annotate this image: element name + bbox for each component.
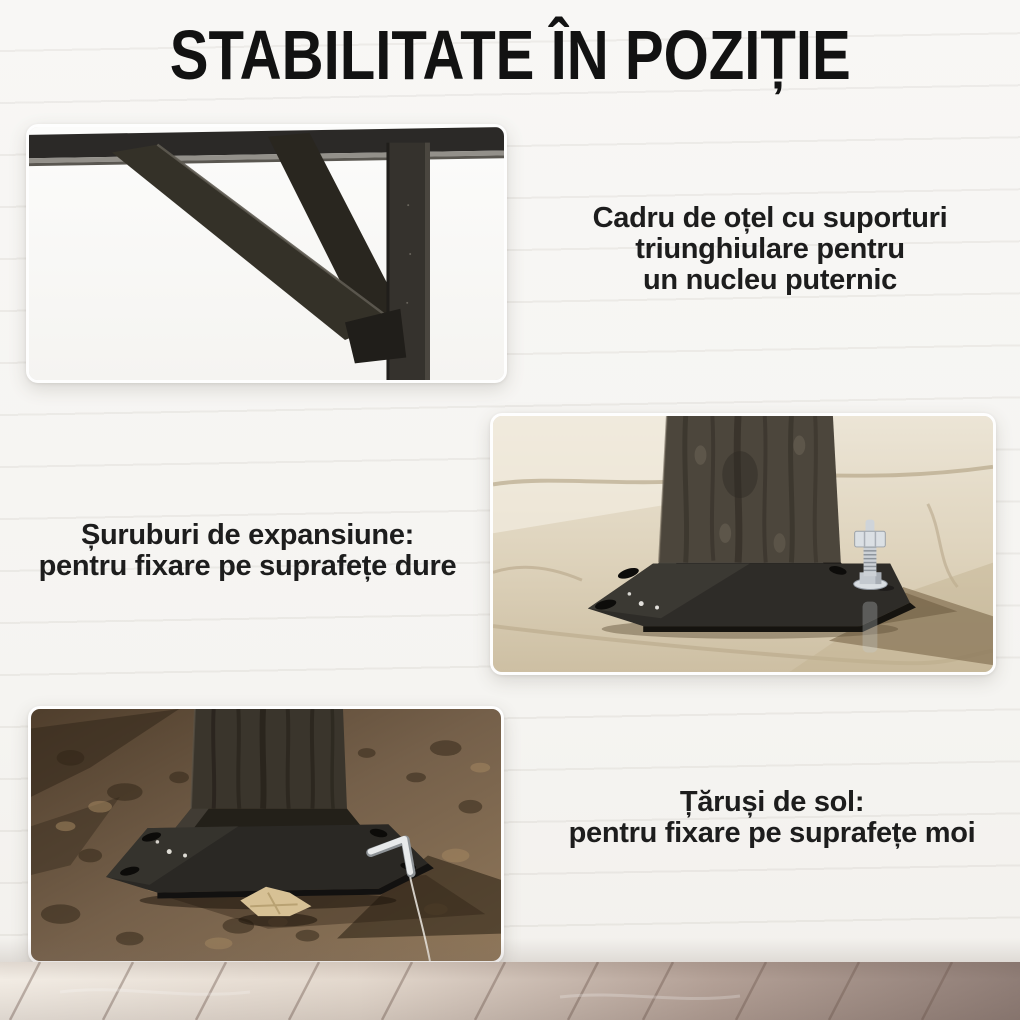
- gazebo-post: [191, 709, 347, 809]
- caption-expansion-bolts: [15, 520, 480, 582]
- ground-stake-illustration: [31, 709, 501, 961]
- expansion-bolt-illustration: [493, 416, 993, 672]
- page-title: STABILITATE ÎN POZIȚIE: [169, 16, 851, 94]
- caption-line: Cadru de oțel cu suporturi: [592, 202, 948, 234]
- caption-line: pentru fixare pe suprafețe moi: [568, 817, 976, 849]
- expansion-bolt-photo: [490, 413, 996, 675]
- steel-frame-photo: [26, 124, 507, 383]
- caption-line: un nucleu puternic: [642, 264, 897, 296]
- wall-floor-shadow: [0, 938, 1020, 962]
- caption-line: pentru fixare pe suprafețe dure: [38, 550, 457, 582]
- steel-frame-illustration: [29, 127, 504, 380]
- gazebo-post: [659, 416, 841, 563]
- wood-floor-illustration: [0, 962, 1020, 1020]
- caption-line: Țăruși de sol:: [679, 786, 865, 818]
- wood-floor: [0, 962, 1020, 1020]
- ground-stake-photo: [28, 706, 504, 964]
- caption-line: triunghiulare pentru: [635, 233, 905, 265]
- caption-steel-frame: [540, 203, 1000, 296]
- caption-ground-stakes: [543, 787, 1001, 849]
- caption-line: Șuruburi de expansiune:: [80, 519, 415, 551]
